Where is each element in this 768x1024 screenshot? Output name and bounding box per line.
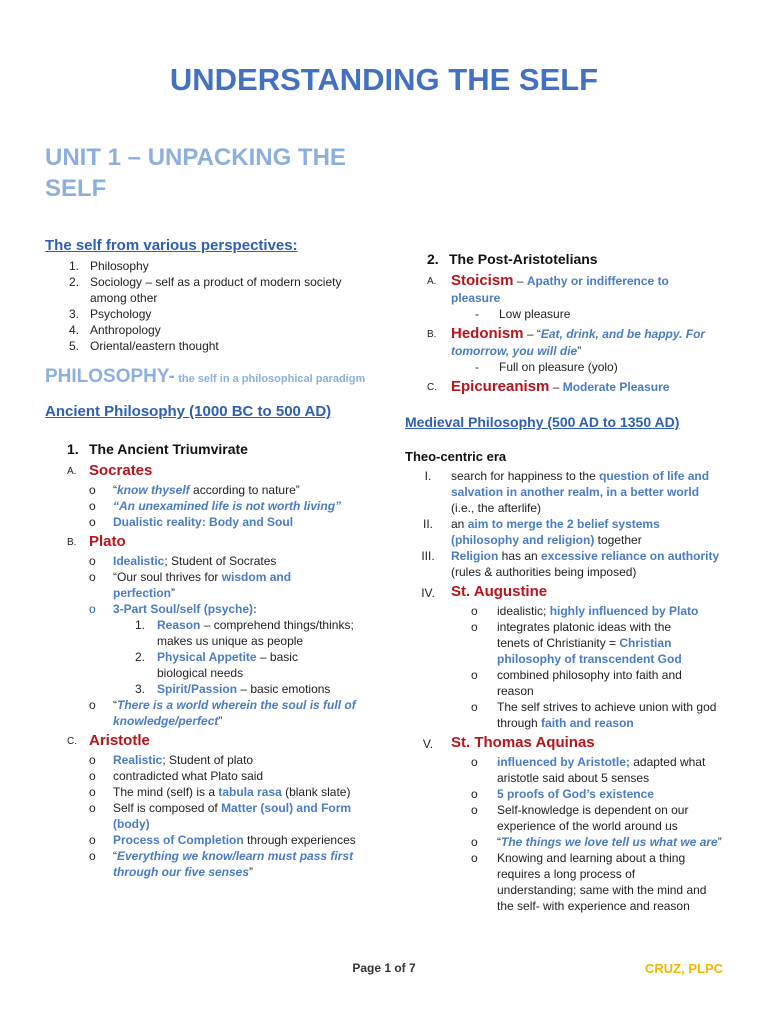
list-item: 2. Physical Appetite – basic biological needs: [135, 650, 298, 680]
list-item: 1. Philosophy: [69, 259, 149, 273]
list-item: III. Religion has an excessive reliance on authority (rules & authorities being imposed): [421, 549, 720, 579]
list-item: o “know thyself according to nature”: [89, 483, 300, 497]
list-item: o The self strives to achieve union with god through faith and reason: [471, 700, 717, 730]
list-item: - Low pleasure: [475, 307, 571, 321]
list-item: o idealistic; highly influenced by Plato: [471, 604, 699, 618]
list-item: 5. Oriental/eastern thought: [69, 339, 219, 353]
socrates-item: A. Socrates: [67, 462, 375, 482]
list-item: o “Everything we know/learn must pass first through our five senses”: [89, 849, 354, 879]
list-item: o “There is a world wherein the soul is full of knowledge/perfect”: [89, 698, 356, 728]
aristotle-item: C. Aristotle: [67, 732, 375, 752]
list-item: 4. Anthropology: [69, 323, 161, 337]
list-item: 3. Psychology: [69, 307, 152, 321]
list-item: II. an aim to merge the 2 belief systems (philosophy and religion) together: [422, 517, 660, 547]
list-item: o “An unexamined life is not worth living”: [89, 499, 342, 513]
epicureanism-item: C. Epicureanism – Moderate Pleasure: [427, 378, 670, 395]
list-item: o Idealistic; Student of Socrates: [89, 554, 277, 568]
list-item: 3. Spirit/Passion – basic emotions: [135, 682, 331, 696]
perspectives-list: [69, 258, 375, 354]
list-item: o Knowing and learning about a thing requires a long process of understanding; same with the mind and the self- with experience and reason: [471, 851, 707, 913]
augustine-item: IV. St. Augustine: [405, 583, 735, 603]
list-item: 1. Reason – comprehend things/thinks; makes us unique as people: [135, 618, 354, 648]
socrates-name: Socrates: [89, 462, 153, 479]
list-item: o Realistic; Student of plato: [89, 753, 254, 767]
list-item: o contradicted what Plato said: [89, 769, 264, 783]
plato-item: B. Plato: [67, 533, 375, 553]
list-item: o “The things we love tell us what we are”: [471, 835, 722, 849]
list-item: o “Our soul thrives for wisdom and perfection”: [89, 570, 292, 600]
page-number: Page 1 of 7: [352, 961, 416, 975]
list-item: o 3-Part Soul/self (psyche):: [89, 602, 258, 616]
author-label: CRUZ, PLPC: [645, 961, 723, 976]
stoicism-item: A. Stoicism – Apathy or indifference to pleasure: [427, 272, 669, 305]
philosophy-heading: PHILOSOPHY- the self in a philosophical paradigm: [45, 366, 366, 387]
list-item: I. search for happiness to the question of life and salvation in another realm, in a better world (i.e., the afterlife): [424, 469, 710, 515]
aristotle-name: Aristotle: [89, 732, 150, 749]
aquinas-name: St. Thomas Aquinas: [451, 734, 595, 751]
list-item: o Process of Completion through experiences: [89, 833, 356, 847]
hedonism-item: B. Hedonism – “Eat, drink, and be happy. For tomorrow, you will die”: [427, 325, 706, 358]
list-item: o combined philosophy into faith and reason: [471, 668, 682, 698]
unit-title: UNIT 1 – UNPACKING THE SELF: [45, 144, 346, 202]
list-item: o influenced by Aristotle; adapted what aristotle said about 5 senses: [471, 755, 706, 785]
medieval-philosophy-heading: Medieval Philosophy (500 AD to 1350 AD): [405, 414, 680, 430]
document-title: UNDERSTANDING THE SELF: [169, 62, 599, 97]
theo-centric-era: Theo-centric era: [405, 449, 507, 464]
list-item: o The mind (self) is a tabula rasa (blank slate): [89, 785, 351, 799]
list-item: - Full on pleasure (yolo): [475, 360, 618, 374]
list-item: 2. Sociology – self as a product of modern society among other: [69, 275, 342, 305]
ancient-philosophy-heading: Ancient Philosophy (1000 BC to 500 AD): [45, 403, 332, 420]
post-aristotelians-heading: 2. The Post-Aristotelians: [427, 251, 598, 267]
aquinas-item: V. St. Thomas Aquinas: [405, 734, 735, 754]
list-item: o Self-knowledge is dependent on our experience of the world around us: [471, 803, 689, 833]
list-item: o integrates platonic ideas with the tenets of Christianity = Christian philosophy of transcendent God: [471, 620, 682, 666]
list-item: o 5 proofs of God’s existence: [471, 787, 654, 801]
triumvirate-heading: 1. The Ancient Triumvirate: [67, 441, 248, 457]
list-item: o Dualistic reality: Body and Soul: [89, 515, 294, 529]
augustine-name: St. Augustine: [451, 583, 548, 600]
plato-name: Plato: [89, 533, 126, 550]
perspectives-heading: The self from various perspectives:: [45, 237, 298, 254]
list-item: o Self is composed of Matter (soul) and Form (body): [89, 801, 352, 831]
right-column: [405, 250, 735, 914]
left-column: [45, 236, 375, 880]
